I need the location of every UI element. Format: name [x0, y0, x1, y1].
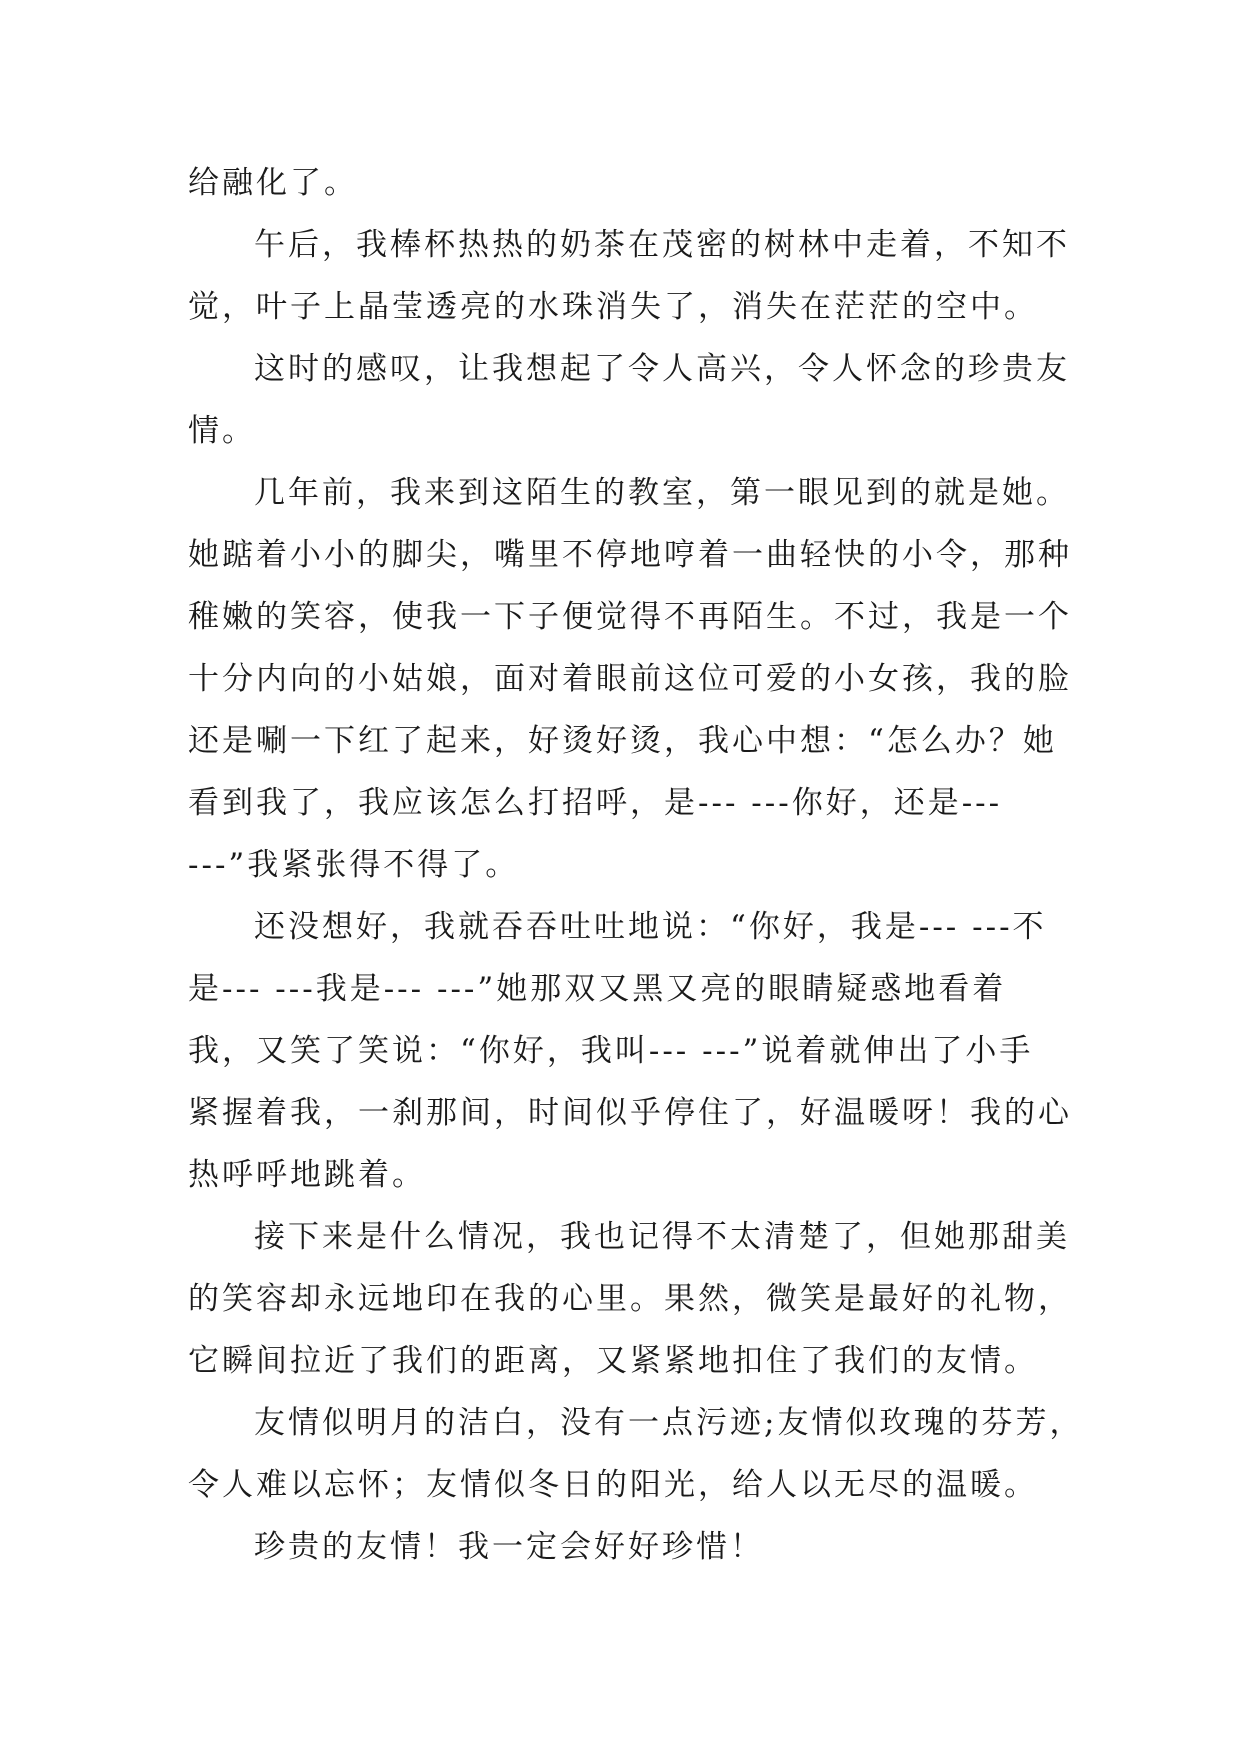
text-line: 是--- ---我是--- ---”她那双又黑又亮的眼睛疑惑地看着	[188, 971, 1007, 1007]
text-line: 给融化了。	[188, 165, 358, 201]
text-line: 它瞬间拉近了我们的距离，又紧紧地扣住了我们的友情。	[188, 1343, 1038, 1379]
text-line: 接下来是什么情况，我也记得不太清楚了，但她那甜美	[254, 1219, 1070, 1255]
text-line: 她踮着小小的脚尖，嘴里不停地哼着一曲轻快的小令，那种	[188, 537, 1072, 573]
text-line: 我，又笑了笑说：“你好，我叫--- ---”说着就伸出了小手	[188, 1033, 1034, 1069]
text-line: 还没想好，我就吞吞吐吐地说：“你好，我是--- ---不	[254, 909, 1047, 945]
text-line: 这时的感叹，让我想起了令人高兴，令人怀念的珍贵友	[254, 351, 1070, 387]
text-line: 令人难以忘怀；友情似冬日的阳光，给人以无尽的温暖。	[188, 1467, 1038, 1503]
text-line: 紧握着我，一刹那间，时间似乎停住了，好温暖呀！我的心	[188, 1095, 1072, 1131]
text-line: ---”我紧张得不得了。	[188, 847, 520, 883]
text-line: 友情似明月的洁白，没有一点污迹;友情似玫瑰的芬芳，	[254, 1405, 1084, 1441]
text-line: 稚嫩的笑容，使我一下子便觉得不再陌生。不过，我是一个	[188, 599, 1072, 635]
text-line: 情。	[188, 413, 256, 449]
text-line: 看到我了，我应该怎么打招呼，是--- ---你好，还是---	[188, 785, 1003, 821]
text-line: 午后，我棒杯热热的奶茶在茂密的树林中走着，不知不	[254, 227, 1070, 263]
text-line: 十分内向的小姑娘，面对着眼前这位可爱的小女孩，我的脸	[188, 661, 1072, 697]
text-line: 热呼呼地跳着。	[188, 1157, 426, 1193]
text-line: 还是唰一下红了起来，好烫好烫，我心中想：“怎么办？她	[188, 723, 1057, 759]
text-line: 几年前，我来到这陌生的教室，第一眼见到的就是她。	[254, 475, 1070, 511]
text-line: 觉，叶子上晶莹透亮的水珠消失了，消失在茫茫的空中。	[188, 289, 1038, 325]
document-page	[188, 152, 1084, 1578]
text-line: 珍贵的友情！我一定会好好珍惜！	[254, 1529, 764, 1565]
text-line: 的笑容却永远地印在我的心里。果然，微笑是最好的礼物，	[188, 1281, 1072, 1317]
